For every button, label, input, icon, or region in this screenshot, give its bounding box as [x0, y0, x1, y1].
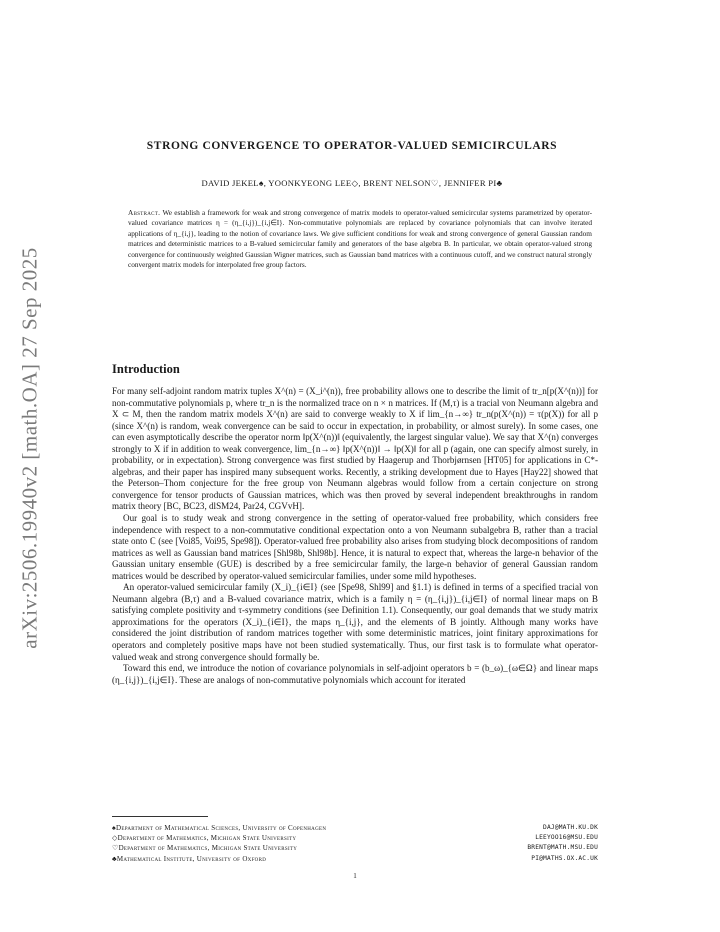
body-text: [112, 386, 598, 686]
arxiv-stamp: [8, 238, 52, 658]
footnote-email[interactable]: DAJ@MATH.KU.DK: [543, 824, 598, 831]
footnotes: [112, 823, 598, 864]
abstract-text: We establish a framework for weak and strong convergence of matrix models to operator-valued semicircular systems parametrized by operator-valued covariance matrices η = (η_{i,j})_{i,j∈I}. Non-commutative polynomials are replaced by covariance polynomials that can involve iterated applications of η_{i,j}, leading to the notion of covariance laws. We give sufficient conditions for weak and strong convergence of general Gaussian random matrices and deterministic matrices to a B-valued semicircular family and generators of the base algebra B. In particular, we obtain operator-valued strong convergence for continuously weighted Gaussian Wigner matrices, such as Gaussian band matrices with a continuous cutoff, and we construct natural strongly convergent matrix models for interpolated free group factors.: [128, 208, 592, 270]
footnote-email[interactable]: LEEYOO16@MSU.EDU: [535, 834, 598, 842]
author-list: DAVID JEKEL♠, YOONKYEONG LEE◇, BRENT NELSON♡, JENNIFER PI♣: [201, 178, 503, 188]
paragraph: Our goal is to study weak and strong convergence in the setting of operator-valued free probability, which considers free independence with respect to a non-commutative conditional expectation onto a von Neumann subalgebra B, rather than a tracial state onto ℂ (see [Voi85, Voi95, Spe98]). Operator-valued free probability also arises from studying block decompositions of random matrices as well as Gaussian band matrices [Shl98b, Shl98b]. Hence, it is natural to expect that, whereas the large-n behavior of the Gaussian unitary ensemble (GUE) is described by a free semicircular family, the large-n behavior of general Gaussian random matrices would be described by operator-valued semicircular families, under some mild hypotheses.: [112, 513, 598, 581]
footnote-rule: [112, 816, 208, 817]
paragraph: An operator-valued semicircular family (X_i)_{i∈I} (see [Spe98, Shl99] and §1.1) is defined in terms of a specified tracial von Neumann algebra (B,τ) and a B-valued covariance matrix, which is a family η = (η_{i,j})_{i,j∈I} of normal linear maps on B satisfying complete positivity and τ-symmetry conditions (see Definition 1.1). Consequently, our goal demands that we study matrix approximations for the operators (X_i)_{i∈I}, the maps η_{i,j}, and the elements of B jointly. Although many works have considered the joint distribution of random matrices together with some deterministic matrices, joint finitary approximations for operators and completely positive maps have not been studied systematically. Thus, our first task is to formulate what operator-valued weak and strong convergence should formally be.: [112, 582, 598, 662]
paragraph: Toward this end, we introduce the notion of covariance polynomials in self-adjoint operators b = (b_ω)_{ω∈Ω} and linear maps (η_{i,j})_{i,j∈I}. These are analogs of non-commutative polynomials which account for iterated: [112, 663, 598, 685]
paper-title: STRONG CONVERGENCE TO OPERATOR-VALUED SEMICIRCULARS: [146, 140, 558, 152]
footnote-affiliation: ♣Mathematical Institute, University of Oxford: [112, 854, 267, 863]
footnote-affiliation: ♡Department of Mathematics, Michigan State University: [112, 844, 298, 853]
footnote-affiliation: ♠Department of Mathematical Sciences, University of Copenhagen: [112, 824, 327, 832]
arxiv-stamp-text: arXiv:2506.19940v2 [math.OA] 27 Sep 2025: [17, 247, 42, 649]
paragraph: For many self-adjoint random matrix tuples X^(n) = (X_i^(n)), free probability allows one to describe the limit of tr_n[p(X^(n))] for non-commutative polynomials p, where tr_n is the normalized trace on n × n matrices. If (M,τ) is a tracial von Neumann algebra and X ⊂ M, then the random matrix models X^(n) are said to converge weakly to X if lim_{n→∞} tr_n(p(X^(n)) = τ(p(X)) for all p (since X^(n) is random, weak convergence can be said to occur in expectation, in probability, or almost surely). In some cases, one can even asymptotically describe the operator norm ‖p(X^(n))‖ (equivalently, the largest singular value). We say that X^(n) converges strongly to X if in addition to weak convergence, lim_{n→∞} ‖p(X^(n))‖ → ‖p(X)‖ for all p (again, one can specify almost surely, in probability, or in expectation). Strong convergence was first studied by Haagerup and Thorbjørnsen [HT05] for applications in C*-algebras, and their paper has inspired many subsequent works. Recently, a striking development due to Hayes [Hay22] showed that the Peterson–Thom conjecture for the free group von Neumann algebras would follow from a certain conjecture on strong convergence for tensor products of Gaussian matrices, which was then proved by several independent breakthroughs in random matrix theory [BC, BC23, dlSM24, Par24, CGVvH].: [112, 386, 598, 512]
footnote: [112, 823, 598, 833]
section-heading: Introduction: [112, 362, 180, 376]
footnote: [112, 833, 598, 843]
footnote-affiliation: ◇Department of Mathematics, Michigan State University: [112, 834, 297, 843]
footnote-email[interactable]: BRENT@MATH.MSU.EDU: [527, 844, 598, 852]
page-number: 1: [353, 872, 357, 880]
footnote-email[interactable]: PI@MATHS.OX.AC.UK: [531, 854, 598, 862]
abstract-label: Abstract.: [128, 208, 161, 217]
footnote: [112, 843, 598, 853]
footnote: [112, 854, 598, 864]
abstract: [128, 208, 592, 270]
